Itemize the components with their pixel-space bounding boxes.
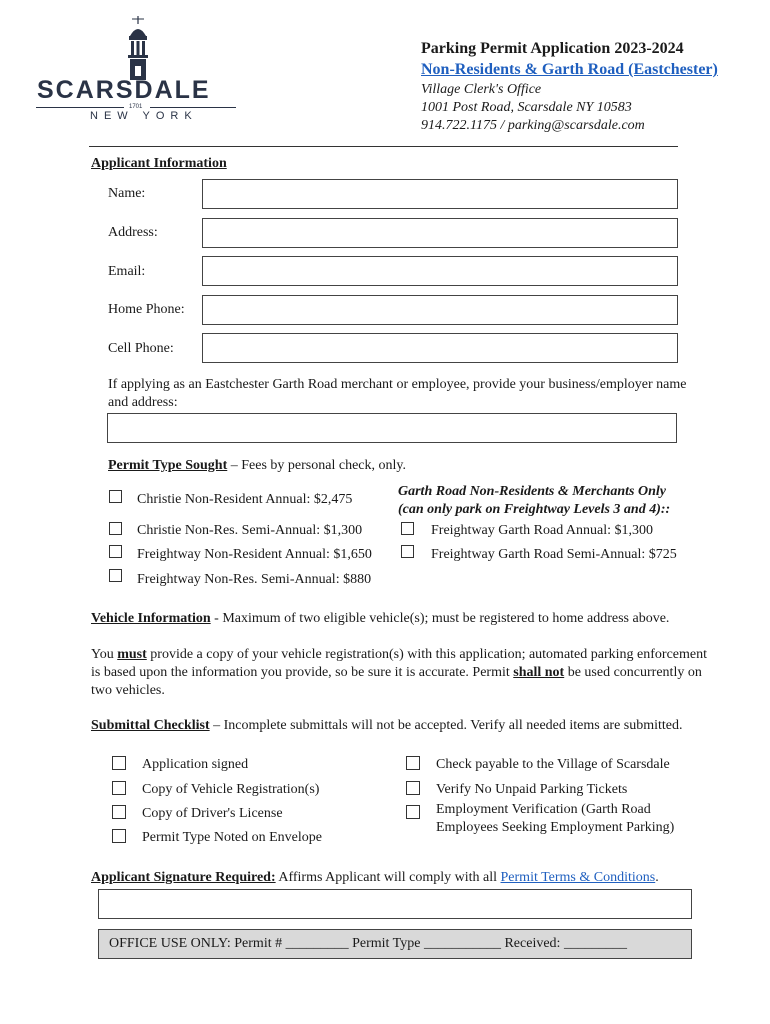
signature-line [91, 869, 751, 887]
checkbox-employment-verification[interactable] [406, 805, 420, 819]
applicant-heading: Applicant Information [91, 156, 227, 171]
home-phone-field[interactable] [202, 295, 678, 325]
option-freightway-annual: Freightway Non-Resident Annual: $1,650 [137, 547, 372, 562]
vehicle-heading: Vehicle Information [91, 611, 211, 626]
office-address: 1001 Post Road, Scarsdale NY 10583 [421, 100, 632, 115]
logo-year: 1701 [129, 104, 143, 110]
checkbox-permit-on-envelope[interactable] [112, 829, 126, 843]
checkbox-christie-semi[interactable] [109, 522, 122, 535]
garth-heading-2: (can only park on Freightway Levels 3 and 4):: [398, 502, 671, 517]
checklist-heading-suffix: – Incomplete submittals will not be accepted. Verify all needed items are submitted. [209, 718, 683, 733]
permit-heading-suffix: – Fees by personal check, only. [227, 458, 406, 473]
checklist-unpaid-tickets: Verify No Unpaid Parking Tickets [436, 782, 628, 797]
email-label: Email: [108, 264, 146, 279]
scarsdale-logo [36, 16, 236, 126]
option-freightway-semi: Freightway Non-Res. Semi-Annual: $880 [137, 572, 372, 587]
checklist-application-signed: Application signed [142, 757, 249, 772]
option-christie-annual: Christie Non-Resident Annual: $2,475 [137, 492, 353, 507]
vehicle-must: must [117, 647, 147, 662]
terms-link[interactable]: Permit Terms & Conditions [500, 870, 656, 885]
checklist-heading: Submittal Checklist [91, 718, 210, 733]
logo-rule-left [36, 107, 124, 108]
email-field[interactable] [202, 256, 678, 286]
checkbox-unpaid-tickets[interactable] [406, 781, 420, 795]
address-field[interactable] [202, 218, 678, 248]
permit-heading: Permit Type Sought [108, 458, 228, 473]
form-title: Parking Permit Application 2023-2024 [421, 40, 684, 57]
name-field[interactable] [202, 179, 678, 209]
merchant-field[interactable] [107, 413, 677, 443]
option-christie-semi: Christie Non-Res. Semi-Annual: $1,300 [137, 523, 363, 538]
checkbox-vehicle-registration[interactable] [112, 781, 126, 795]
checkbox-garth-semi[interactable] [401, 545, 414, 558]
merchant-note: If applying as an Eastchester Garth Road merchant or employee, provide your business/employer name and address: [108, 377, 687, 410]
header-divider [89, 146, 678, 147]
address-label: Address: [108, 225, 158, 240]
vehicle-heading-line [91, 610, 751, 628]
signature-text: Affirms Applicant will comply with all [275, 870, 501, 885]
checklist-drivers-license: Copy of Driver's License [142, 806, 283, 821]
vehicle-text-3: be used concurrently on two vehicles. [91, 665, 702, 698]
name-label: Name: [108, 186, 146, 201]
logo-region: NEW YORK [90, 110, 198, 122]
cell-phone-field[interactable] [202, 333, 678, 363]
vehicle-shall-not: shall not [513, 665, 565, 680]
logo-rule-right [150, 107, 236, 108]
logo-wordmark: SCARSDALE [37, 76, 211, 104]
signature-field[interactable] [98, 889, 692, 919]
signature-end: . [655, 870, 659, 885]
checklist-check-payable: Check payable to the Village of Scarsdale [436, 757, 670, 772]
checklist-permit-on-envelope: Permit Type Noted on Envelope [142, 830, 322, 845]
checkbox-check-payable[interactable] [406, 756, 420, 770]
garth-heading-1: Garth Road Non-Residents & Merchants Only [398, 484, 666, 499]
permit-heading-line [108, 457, 406, 475]
office-use-text: OFFICE USE ONLY: Permit # _________ Permit Type ___________ Received: _________ [109, 936, 627, 951]
form-subtitle: Non-Residents & Garth Road (Eastchester) [421, 61, 718, 78]
office-use-box [98, 929, 692, 959]
checkbox-application-signed[interactable] [112, 756, 126, 770]
signature-heading: Applicant Signature Required: [91, 870, 276, 885]
checklist-vehicle-registration: Copy of Vehicle Registration(s) [142, 782, 320, 797]
office-name: Village Clerk's Office [421, 82, 542, 97]
cupola-icon [120, 16, 156, 80]
vehicle-paragraph [91, 646, 716, 700]
checklist-heading-line [91, 717, 751, 735]
vehicle-text-1: You [91, 647, 118, 662]
home-phone-label: Home Phone: [108, 302, 185, 317]
checkbox-freightway-semi[interactable] [109, 569, 122, 582]
checkbox-garth-annual[interactable] [401, 522, 414, 535]
checkbox-drivers-license[interactable] [112, 805, 126, 819]
checklist-employment-verification: Employment Verification (Garth Road Employees Seeking Employment Parking) [436, 802, 675, 835]
checkbox-christie-annual[interactable] [109, 490, 122, 503]
option-garth-annual: Freightway Garth Road Annual: $1,300 [431, 523, 654, 538]
office-contact: 914.722.1175 / parking@scarsdale.com [421, 118, 645, 133]
vehicle-heading-suffix: - Maximum of two eligible vehicle(s); must be registered to home address above. [210, 611, 670, 626]
cell-phone-label: Cell Phone: [108, 341, 174, 356]
option-garth-semi: Freightway Garth Road Semi-Annual: $725 [431, 547, 677, 562]
checkbox-freightway-annual[interactable] [109, 545, 122, 558]
vehicle-text-2: provide a copy of your vehicle registration(s) with this application; automated parking enforcement is based upon the information you provide, so be sure it is accurate. Permit [91, 647, 707, 680]
